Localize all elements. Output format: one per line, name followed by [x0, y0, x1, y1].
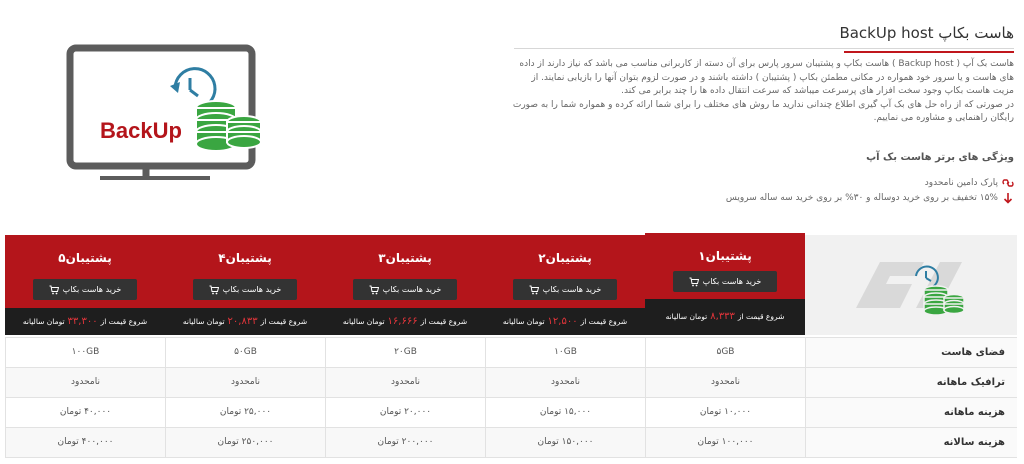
price-prefix: شروع قیمت از [100, 317, 148, 326]
table-cell: ۲۰,۰۰۰ تومان [325, 398, 485, 428]
table-cell: ۱۰۰GB [5, 338, 165, 368]
plan-name: پشتیبان۳ [378, 251, 432, 265]
price-suffix: تومان سالیانه [502, 317, 545, 326]
database-icon [924, 286, 964, 315]
table-cell: ۲۰GB [325, 338, 485, 368]
plan-name: پشتیبان۵ [58, 251, 112, 265]
buy-button-plan-2[interactable] [513, 279, 617, 300]
buy-button-plan-3[interactable] [353, 279, 457, 300]
buy-button-label: خرید هاست بکاپ [382, 285, 442, 294]
cart-icon [529, 285, 539, 295]
table-cell: ۲۰۰,۰۰۰ تومان [325, 428, 485, 458]
buy-button-label: خرید هاست بکاپ [542, 285, 602, 294]
cart-icon [49, 285, 59, 295]
price-prefix: شروع قیمت از [737, 312, 785, 321]
table-cell: نامحدود [325, 368, 485, 398]
table-row [5, 337, 1017, 367]
cart-icon [209, 285, 219, 295]
feature-item [726, 192, 1014, 204]
price-prefix: شروع قیمت از [260, 317, 308, 326]
buy-button-label: خرید هاست بکاپ [222, 285, 282, 294]
plan-column-4 [165, 235, 325, 335]
table-bottom-border [5, 457, 1017, 458]
buy-button-label: خرید هاست بکاپ [702, 277, 762, 286]
brand-logo-cell [805, 235, 1017, 335]
price-suffix: تومان سالیانه [22, 317, 65, 326]
intro-paragraph-2: در صورتی که از راه حل های بک آپ گیری اطلاع چندانی ندارید ما روش های مختلف را برای شما ارائه کرده و همواره شما را به صورت رایگان راهنمایی و مشاوره می نماییم. [512, 99, 1014, 123]
table-cell: ۱۰,۰۰۰ تومان [645, 398, 805, 428]
plan-column-1 [645, 233, 805, 335]
cart-icon [689, 277, 699, 287]
price-strip [325, 308, 485, 335]
price-suffix: تومان سالیانه [342, 317, 385, 326]
price-strip [485, 308, 645, 335]
table-cell: ۴۰,۰۰۰ تومان [5, 398, 165, 428]
table-cell: ۱۰GB [485, 338, 645, 368]
row-label: ترافیک ماهانه [805, 368, 1017, 398]
table-cell: ۲۵,۰۰۰ تومان [165, 398, 325, 428]
features-title: ویژگی های برتر هاست بک آپ [866, 152, 1014, 163]
price-strip [165, 308, 325, 335]
price-amount: ۱۶,۶۶۶ [387, 316, 418, 327]
table-cell: ۵GB [645, 338, 805, 368]
plan-column-2 [485, 235, 645, 335]
intro-paragraph-1: هاست بک آپ ( Backup host ) هاست بکاپ و پشتیبان سرور پارس برای آن دسته از کاربرانی مناسب می باشد که نیاز دارند از داده های هاست و یا سرور خود همواره در مکانی مطمئن بکاپ ( پشتیبان ) داشته باشند و در صورت لزوم بتوان آنها را بازیابی نمایند. از مزیت هاست بکاپ وجود سخت افزار های پرسرعت میباشد که سرعت انتقال داده ها را چند برابر می کند. [519, 59, 1014, 96]
plan-column-5 [5, 235, 165, 335]
price-suffix: تومان سالیانه [182, 317, 225, 326]
buy-button-plan-5[interactable] [33, 279, 137, 300]
price-amount: ۱۲,۵۰۰ [547, 316, 578, 327]
table-cell: نامحدود [5, 368, 165, 398]
price-amount: ۲۰,۸۳۳ [227, 316, 258, 327]
down-arrow-icon [1002, 192, 1014, 204]
table-cell: نامحدود [485, 368, 645, 398]
buy-button-plan-4[interactable] [193, 279, 297, 300]
price-strip [645, 299, 805, 335]
table-cell: ۱۰۰,۰۰۰ تومان [645, 428, 805, 458]
table-cell: نامحدود [645, 368, 805, 398]
buy-button-plan-1[interactable] [673, 271, 777, 292]
row-label: هزینه ماهانه [805, 398, 1017, 428]
serverpars-logo [846, 250, 976, 320]
feature-text: پارک دامین نامحدود [924, 178, 998, 188]
cart-icon [369, 285, 379, 295]
price-amount: ۸,۳۳۳ [710, 311, 735, 322]
link-icon [1002, 177, 1014, 189]
plan-column-3 [325, 235, 485, 335]
plan-name: پشتیبان۴ [218, 251, 272, 265]
price-suffix: تومان سالیانه [665, 312, 708, 321]
price-prefix: شروع قیمت از [580, 317, 628, 326]
table-cell: ۴۰۰,۰۰۰ تومان [5, 428, 165, 458]
plan-name: پشتیبان۲ [538, 251, 592, 265]
buy-button-label: خرید هاست بکاپ [62, 285, 122, 294]
section-header [514, 24, 1014, 49]
title-accent-line [844, 51, 1014, 53]
pricing-table [5, 235, 1017, 460]
backup-logo-text: BackUp [100, 118, 182, 143]
table-row [5, 367, 1017, 397]
backup-illustration [30, 30, 280, 180]
price-strip [5, 308, 165, 335]
row-label: هزینه سالانه [805, 428, 1017, 458]
feature-text: ۱۵% تخفیف بر روی خرید دوساله و ۳۰% بر روی خرید سه ساله سرویس [725, 193, 998, 203]
price-amount: ۳۳,۳۰۰ [67, 316, 98, 327]
table-cell: ۲۵۰,۰۰۰ تومان [165, 428, 325, 458]
row-label: فضای هاست [805, 338, 1017, 368]
table-row [5, 397, 1017, 427]
table-row [5, 427, 1017, 457]
plan-name: پشتیبان۱ [698, 249, 752, 263]
table-cell: ۱۵۰,۰۰۰ تومان [485, 428, 645, 458]
price-prefix: شروع قیمت از [420, 317, 468, 326]
page-title: هاست بکاپ BackUp host [514, 24, 1014, 49]
intro-text [509, 58, 1014, 126]
table-cell: ۵۰GB [165, 338, 325, 368]
feature-item [925, 177, 1014, 189]
table-cell: ۱۵,۰۰۰ تومان [485, 398, 645, 428]
table-cell: نامحدود [165, 368, 325, 398]
